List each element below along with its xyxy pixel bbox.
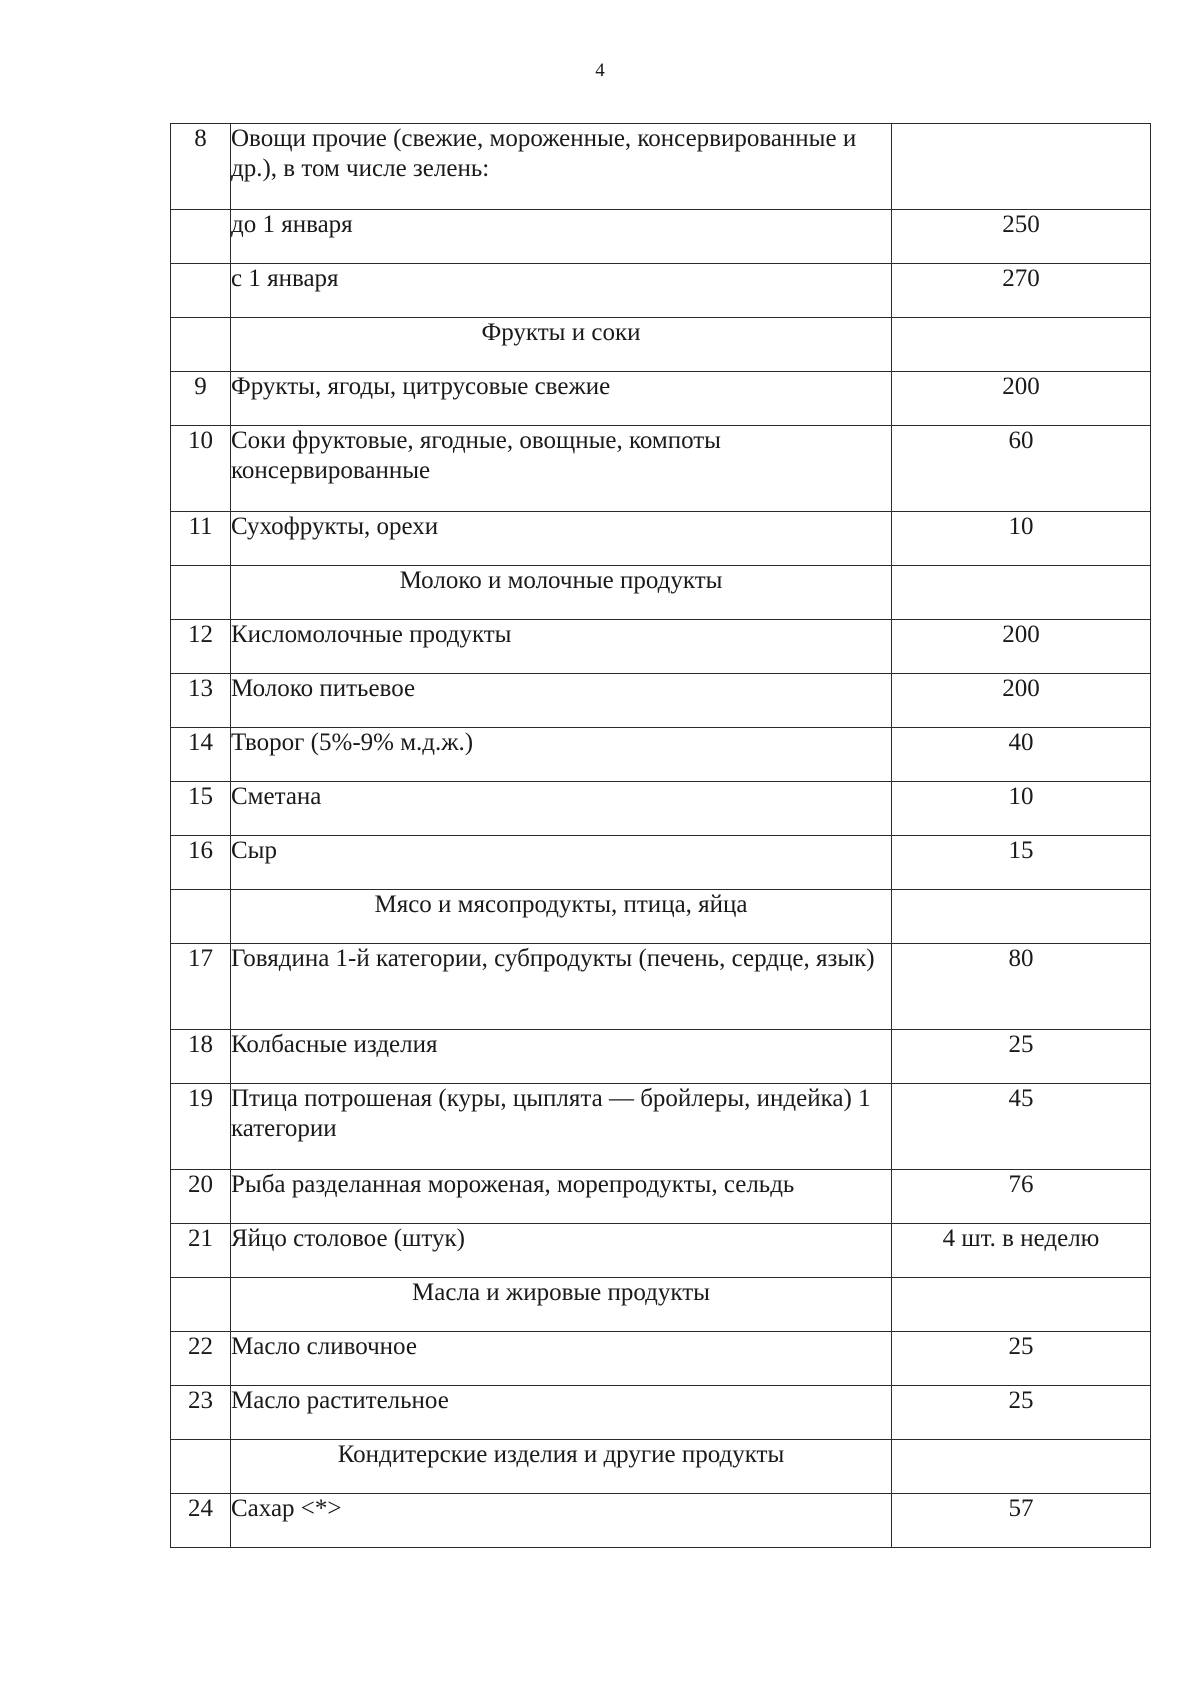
product-name: Соки фруктовые, ягодные, овощные, компоты консервированные [231,426,892,512]
row-number: 17 [171,944,231,1030]
row-number: 12 [171,620,231,674]
row-number [171,318,231,372]
norm-value: 4 шт. в неделю [892,1224,1151,1278]
norm-value: 40 [892,728,1151,782]
row-number: 9 [171,372,231,426]
product-name: Колбасные изделия [231,1030,892,1084]
norm-value: 200 [892,372,1151,426]
table-row [171,728,1151,782]
table-row [171,124,1151,210]
product-name: Говядина 1-й категории, субпродукты (печень, сердце, язык) [231,944,892,1030]
row-number: 16 [171,836,231,890]
section-title: Фрукты и соки [231,318,892,372]
product-name: Масло растительное [231,1386,892,1440]
row-number: 8 [171,124,231,210]
row-number: 14 [171,728,231,782]
table-row [171,620,1151,674]
norm-value: 200 [892,620,1151,674]
row-number: 22 [171,1332,231,1386]
norm-value: 45 [892,1084,1151,1170]
row-number: 10 [171,426,231,512]
table-row [171,1084,1151,1170]
row-number: 11 [171,512,231,566]
row-number: 24 [171,1494,231,1548]
section-header-row [171,318,1151,372]
row-number [171,264,231,318]
section-header-row [171,1440,1151,1494]
row-number [171,1440,231,1494]
product-name: Кисломолочные продукты [231,620,892,674]
norm-value [892,1278,1151,1332]
product-name: Молоко питьевое [231,674,892,728]
product-name: Рыба разделанная мороженая, морепродукты, сельдь [231,1170,892,1224]
norm-value: 80 [892,944,1151,1030]
norm-value: 57 [892,1494,1151,1548]
food-norms-table-body [171,124,1151,1548]
section-header-row [171,566,1151,620]
product-name: Птица потрошеная (куры, цыплята — бройлеры, индейка) 1 категории [231,1084,892,1170]
product-name: до 1 января [231,210,892,264]
table-row [171,674,1151,728]
norm-value: 200 [892,674,1151,728]
product-name: Масло сливочное [231,1332,892,1386]
row-number: 19 [171,1084,231,1170]
product-name: Фрукты, ягоды, цитрусовые свежие [231,372,892,426]
row-number [171,890,231,944]
row-number: 15 [171,782,231,836]
table-row [171,1030,1151,1084]
table-row [171,1332,1151,1386]
norm-value: 250 [892,210,1151,264]
row-number: 21 [171,1224,231,1278]
table-row [171,372,1151,426]
section-title: Масла и жировые продукты [231,1278,892,1332]
table-row [171,1170,1151,1224]
table-row [171,264,1151,318]
table-row [171,944,1151,1030]
norm-value [892,1440,1151,1494]
row-number [171,210,231,264]
row-number: 18 [171,1030,231,1084]
table-row [171,1224,1151,1278]
table-row [171,836,1151,890]
norm-value: 25 [892,1030,1151,1084]
product-name: Сыр [231,836,892,890]
section-title: Мясо и мясопродукты, птица, яйца [231,890,892,944]
food-norms-table [170,123,1151,1548]
product-name: Сухофрукты, орехи [231,512,892,566]
norm-value: 25 [892,1332,1151,1386]
norm-value: 15 [892,836,1151,890]
norm-value: 60 [892,426,1151,512]
row-number [171,566,231,620]
norm-value: 10 [892,782,1151,836]
norm-value [892,124,1151,210]
product-name: Творог (5%-9% м.д.ж.) [231,728,892,782]
product-name: Сметана [231,782,892,836]
product-name: с 1 января [231,264,892,318]
norm-value [892,318,1151,372]
row-number: 23 [171,1386,231,1440]
section-header-row [171,890,1151,944]
product-name: Сахар <*> [231,1494,892,1548]
page-number: 4 [595,60,605,81]
product-name: Яйцо столовое (штук) [231,1224,892,1278]
norm-value: 270 [892,264,1151,318]
row-number [171,1278,231,1332]
norm-value: 10 [892,512,1151,566]
table-row [171,426,1151,512]
norm-value: 25 [892,1386,1151,1440]
norm-value [892,890,1151,944]
section-title: Кондитерские изделия и другие продукты [231,1440,892,1494]
table-row [171,512,1151,566]
row-number: 20 [171,1170,231,1224]
norm-value [892,566,1151,620]
section-header-row [171,1278,1151,1332]
section-title: Молоко и молочные продукты [231,566,892,620]
table-row [171,782,1151,836]
table-row [171,1386,1151,1440]
row-number: 13 [171,674,231,728]
norm-value: 76 [892,1170,1151,1224]
product-name: Овощи прочие (свежие, мороженные, консервированные и др.), в том числе зелень: [231,124,892,210]
table-row [171,210,1151,264]
table-row [171,1494,1151,1548]
